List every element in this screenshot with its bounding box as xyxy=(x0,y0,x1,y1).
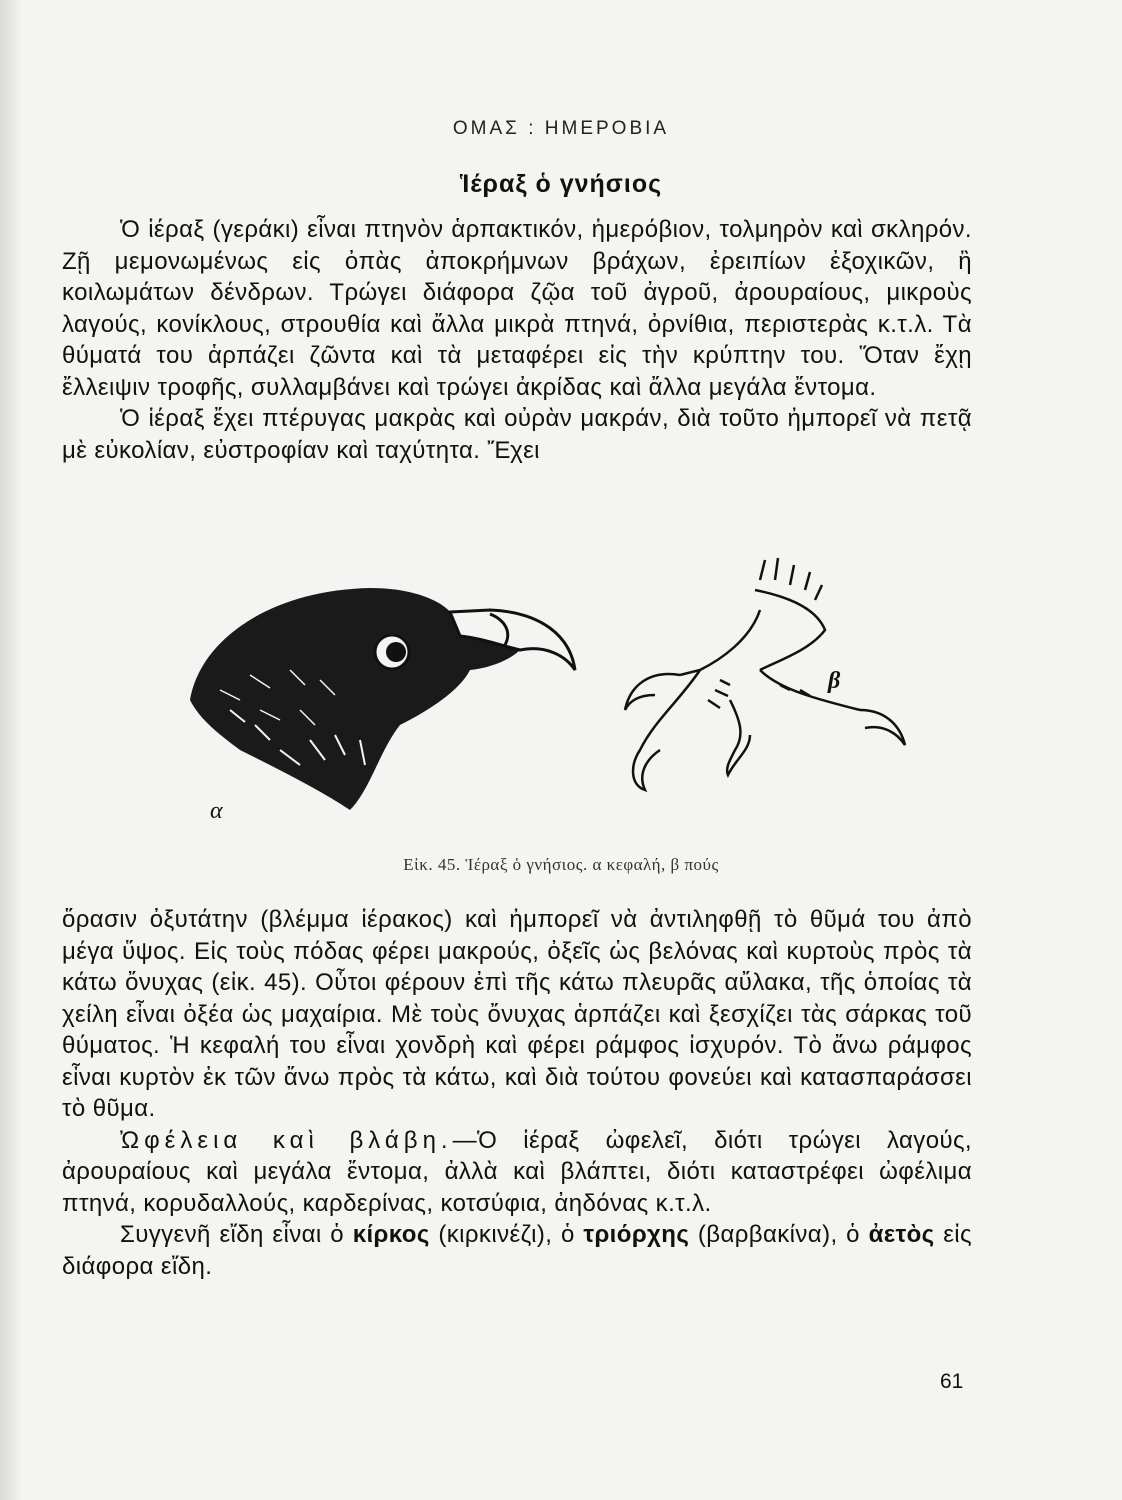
text-block-bottom xyxy=(62,904,972,1282)
hawk-illustration xyxy=(160,550,920,840)
paragraph-4-text: Ὁ ἱέραξ ὠφελεῖ, διότι τρώγει λαγούς, ἀρουραίους καὶ μεγάλα ἔντομα, ἀλλὰ καὶ βλάπτει, διότι καταστρέφει ὠφέλιμα πτηνά, κορυδαλλούς, καρδερίνας, κοτσύφια, ἀηδόνας κ.τ.λ. xyxy=(62,1126,973,1217)
paragraph-5-text-1: Συγγενῆ εἴδη εἶναι ὁ xyxy=(120,1221,353,1248)
term-triorchis: τριόρχης xyxy=(583,1221,690,1248)
figure-45 xyxy=(160,550,920,840)
figure-caption: Εἰκ. 45. Ἱέραξ ὁ γνήσιος. α κεφαλή, β πούς xyxy=(403,855,719,874)
page-gutter-shadow xyxy=(0,0,22,1500)
label-b: β xyxy=(828,668,841,694)
paragraph-2: Ὁ ἱέραξ ἔχει πτέρυγας μακρὰς καὶ οὐρὰν μακράν, διὰ τοῦτο ἠμπορεῖ νὰ πετᾷ μὲ εὐκολίαν, εὐστροφίαν καὶ ταχύτητα. Ἔχει xyxy=(62,405,972,464)
paragraph-5-text-2: (κιρκινέζι), ὁ xyxy=(429,1221,584,1248)
running-header: ΟΜΑΣ : ΗΜΕΡΟΒΙΑ xyxy=(452,118,670,139)
paragraph-4-dash: — xyxy=(452,1126,477,1154)
section-title: Ἱέραξ ὁ γνήσιος xyxy=(459,170,663,198)
paragraph-1: Ὁ ἱέραξ (γεράκι) εἶναι πτηνὸν ἁρπακτικόν, ἡμερόβιον, τολμηρὸν καὶ σκληρόν. Ζῇ μεμονωμένως εἰς ὀπὰς ἀποκρήμνων βράχων, ἐρειπίων ἐξοχικῶν, ἢ κοιλωμάτων δένδρων. Τρώγει διάφορα ζῷα τοῦ ἀγροῦ, ἀρουραίους, μικροὺς λαγούς, κονίκλους, στρουθία καὶ ἄλλα μικρὰ πτηνά, ὀρνίθια, περιστερὰς κ.τ.λ. Τὰ θύματά του ἁρπάζει ζῶντα καὶ τὰ μεταφέρει εἰς τὴν κρύπτην του. Ὅταν ἔχῃ ἔλλειψιν τροφῆς, συλλαμβάνει καὶ τρώγει ἀκρίδας καὶ ἄλλα μεγάλα ἔντομα. xyxy=(62,216,972,401)
page-number: 61 xyxy=(940,1370,964,1393)
text-block-top xyxy=(62,214,972,466)
term-kirkos: κίρκος xyxy=(352,1221,430,1248)
label-a: α xyxy=(210,798,223,824)
paragraph-3: ὅρασιν ὀξυτάτην (βλέμμα ἱέρακος) καὶ ἠμπορεῖ νὰ ἀντιληφθῇ τὸ θῦμά του ἀπὸ μέγα ὕψος. Εἰς τοὺς πόδας φέρει μακρούς, ὀξεῖς ὡς βελόνας καὶ κυρτοὺς πρὸς τὰ κάτω ὄνυχας (εἰκ. 45). Οὗτοι φέρουν ἐπὶ τῆς κάτω πλευρᾶς αὔλακα, τῆς ὁποίας τὰ χείλη εἶναι ὀξέα ὡς μαχαίρια. Μὲ τοὺς ὄνυχας ἁρπάζει καὶ ξεσχίζει τὰς σάρκας τοῦ θύματος. Ἡ κεφαλή του εἶναι χονδρὴ καὶ φέρει ράμφος ἰσχυρόν. Τὸ ἄνω ράμφος εἶναι κυρτὸν ἐκ τῶν ἄνω πρὸς τὰ κάτω, καὶ διὰ τούτου φονεύει καὶ κατασπαράσσει τὸ θῦμα. xyxy=(62,906,972,1122)
paragraph-4 xyxy=(62,1125,972,1220)
hawk-foot-drawing xyxy=(625,558,905,790)
paragraph-5-text-3: (βαρβακίνα), ὁ xyxy=(689,1221,869,1248)
term-aetos: ἀετὸς xyxy=(868,1221,935,1248)
paragraph-5-text-4: εἰς διάφορα εἴδη. xyxy=(62,1221,972,1280)
paragraph-5 xyxy=(62,1219,972,1282)
paragraph-4-lead: Ὠφέλεια καὶ βλάβη. xyxy=(120,1126,453,1154)
hawk-head-drawing xyxy=(190,588,575,810)
